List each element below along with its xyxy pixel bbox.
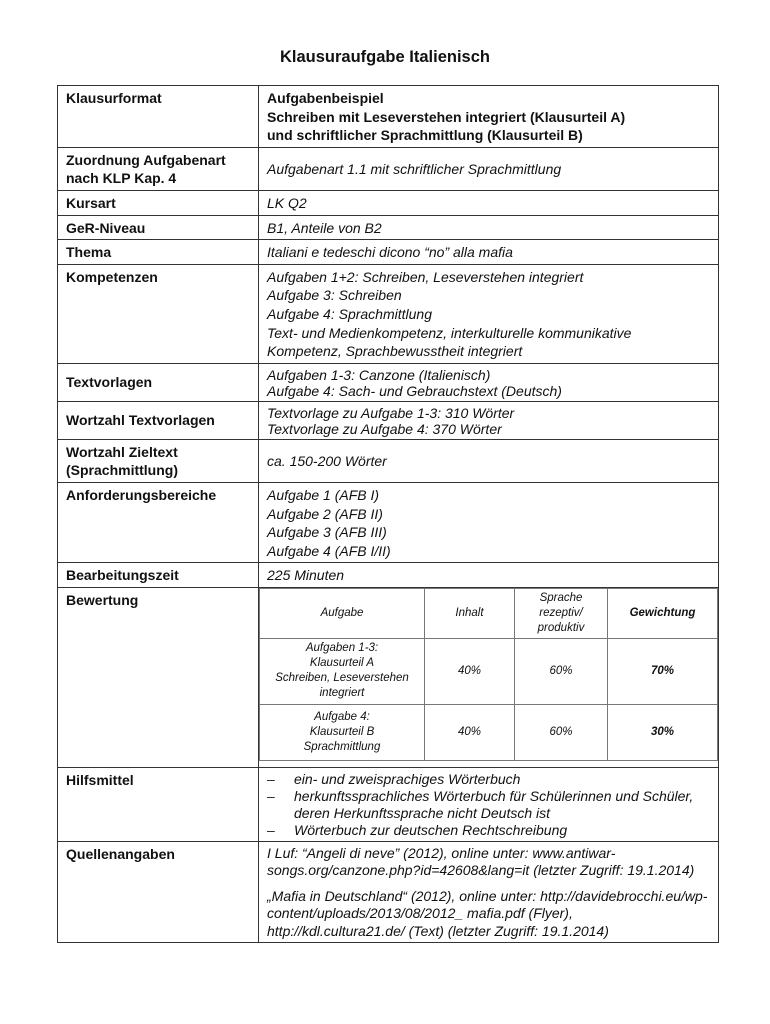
row-zuordnung <box>58 147 719 190</box>
source-entry: I Luf: “Angeli di neve” (2012), online unter: www.antiwar-songs.org/canzone.php?id=42608&lang=it (letzter Zugriff: 19.1.2014) <box>267 844 695 879</box>
label-anforderungsbereiche: Anforderungsbereiche <box>58 482 259 562</box>
value-line: und schriftlicher Sprachmittlung (Klausurteil B) <box>267 127 583 144</box>
page-title: Klausuraufgabe Italienisch <box>280 48 490 66</box>
value-line: Aufgaben 1-3: Canzone (Italienisch) <box>267 366 491 383</box>
cell-sprache: 60% <box>515 638 608 704</box>
header-line: Sprache <box>539 591 583 604</box>
label-kompetenzen: Kompetenzen <box>58 264 259 363</box>
header-inhalt: Inhalt <box>425 588 515 638</box>
label-wortzahl-textvorlagen: Wortzahl Textvorlagen <box>58 401 259 439</box>
weighting-row <box>260 704 718 760</box>
value-line: Schreiben mit Leseverstehen integriert (Klausurteil A) <box>267 108 626 125</box>
value-quellenangaben <box>259 841 719 943</box>
cell-aufgabe <box>260 704 425 760</box>
value-line: Aufgabe 4: Sach- und Gebrauchstext (Deutsch) <box>267 382 562 399</box>
value-line: Aufgabe 1 (AFB I) <box>267 486 380 503</box>
row-thema <box>58 240 719 265</box>
label-quellenangaben: Quellenangaben <box>58 841 259 943</box>
value-line: Aufgabe 3: Schreiben <box>267 287 402 304</box>
value-ger-niveau: B1, Anteile von B2 <box>259 215 719 240</box>
cell-line: Klausurteil A <box>309 657 375 670</box>
cell-inhalt: 40% <box>425 638 515 704</box>
value-line: Aufgaben 1+2: Schreiben, Leseverstehen integriert <box>267 268 584 285</box>
list-item: – Wörterbuch zur deutschen Rechtschreibung <box>267 822 713 839</box>
header-line: rezeptiv/ <box>539 606 583 619</box>
cell-gewichtung: 30% <box>608 704 718 760</box>
label-hilfsmittel: Hilfsmittel <box>58 767 259 841</box>
value-kursart: LK Q2 <box>259 190 719 215</box>
cell-line: Aufgaben 1-3: <box>305 642 379 655</box>
row-anforderungsbereiche <box>58 482 719 562</box>
label-kursart: Kursart <box>58 190 259 215</box>
label-line: Wortzahl Zieltext <box>66 443 178 460</box>
row-kursart <box>58 190 719 215</box>
cell-line: Aufgabe 4: <box>314 710 370 723</box>
value-klausurformat <box>259 86 719 148</box>
value-line: Aufgabe 4: Sprachmittlung <box>267 305 432 322</box>
header-gewichtung: Gewichtung <box>608 588 718 638</box>
exam-info-table <box>57 85 719 943</box>
cell-line: Sprachmittlung <box>303 740 381 753</box>
value-line: Textvorlage zu Aufgabe 1-3: 310 Wörter <box>267 404 515 421</box>
cell-aufgabe <box>260 638 425 704</box>
label-thema: Thema <box>58 240 259 265</box>
header-sprache <box>515 588 608 638</box>
label-klausurformat: Klausurformat <box>58 86 259 148</box>
row-wortzahl-zieltext <box>58 439 719 482</box>
label-bewertung: Bewertung <box>58 587 259 767</box>
hilfsmittel-list <box>267 771 713 839</box>
label-line: (Sprachmittlung) <box>66 462 178 479</box>
list-item: – herkunftssprachliches Wörterbuch für Schülerinnen und Schüler, deren Herkunftssprache nicht Deutsch ist <box>267 788 713 822</box>
value-zuordnung: Aufgabenart 1.1 mit schriftlicher Sprachmittlung <box>259 147 719 190</box>
value-line: Aufgabe 2 (AFB II) <box>267 505 383 522</box>
value-anforderungsbereiche <box>259 482 719 562</box>
label-line: Zuordnung Aufgabenart <box>66 151 226 168</box>
label-bearbeitungszeit: Bearbeitungszeit <box>58 563 259 588</box>
cell-inhalt: 40% <box>425 704 515 760</box>
value-bearbeitungszeit: 225 Minuten <box>259 563 719 588</box>
label-line: nach KLP Kap. 4 <box>66 170 177 187</box>
weighting-row <box>260 638 718 704</box>
label-ger-niveau: GeR-Niveau <box>58 215 259 240</box>
value-wortzahl-textvorlagen <box>259 401 719 439</box>
row-textvorlagen <box>58 363 719 401</box>
cell-gewichtung: 70% <box>608 638 718 704</box>
list-item: – ein- und zweisprachiges Wörterbuch <box>267 771 713 788</box>
row-hilfsmittel <box>58 767 719 841</box>
value-wortzahl-zieltext: ca. 150-200 Wörter <box>259 439 719 482</box>
value-bewertung <box>259 587 719 767</box>
value-line: Aufgabenbeispiel <box>267 90 384 106</box>
value-line: Kompetenz, Sprachbewusstheit integriert <box>267 343 523 360</box>
row-kompetenzen <box>58 264 719 363</box>
cell-line: Schreiben, Leseverstehen <box>275 672 409 685</box>
label-textvorlagen: Textvorlagen <box>58 363 259 401</box>
weighting-table <box>259 588 718 761</box>
cell-sprache: 60% <box>515 704 608 760</box>
header-aufgabe: Aufgabe <box>260 588 425 638</box>
value-thema: Italiani e tedeschi dicono “no” alla mafia <box>259 240 719 265</box>
cell-line: Klausurteil B <box>309 725 375 738</box>
value-line: Aufgabe 4 (AFB I/II) <box>267 542 391 559</box>
label-zuordnung <box>58 147 259 190</box>
value-line: Textvorlage zu Aufgabe 4: 370 Wörter <box>267 420 502 437</box>
value-textvorlagen <box>259 363 719 401</box>
row-quellenangaben <box>58 841 719 943</box>
cell-line: integriert <box>319 687 365 700</box>
row-klausurformat <box>58 86 719 148</box>
value-line: Aufgabe 3 (AFB III) <box>267 524 387 541</box>
value-kompetenzen <box>259 264 719 363</box>
row-wortzahl-textvorlagen <box>58 401 719 439</box>
row-bewertung <box>58 587 719 767</box>
label-wortzahl-zieltext <box>58 439 259 482</box>
value-line: Text- und Medienkompetenz, interkulturelle kommunikative <box>267 324 632 341</box>
source-entry: „Mafia in Deutschland“ (2012), online unter: http://davidebrocchi.eu/wp-content/uploads/2013/08/2012_ mafia.pdf (Flyer), http://kdl.cultura21.de/ (Text) (letzter Zugriff: 19.1.2014) <box>267 887 708 939</box>
header-line: produktiv <box>537 621 585 634</box>
value-hilfsmittel <box>259 767 719 841</box>
row-bearbeitungszeit <box>58 563 719 588</box>
weighting-header-row <box>260 588 718 638</box>
row-ger-niveau <box>58 215 719 240</box>
